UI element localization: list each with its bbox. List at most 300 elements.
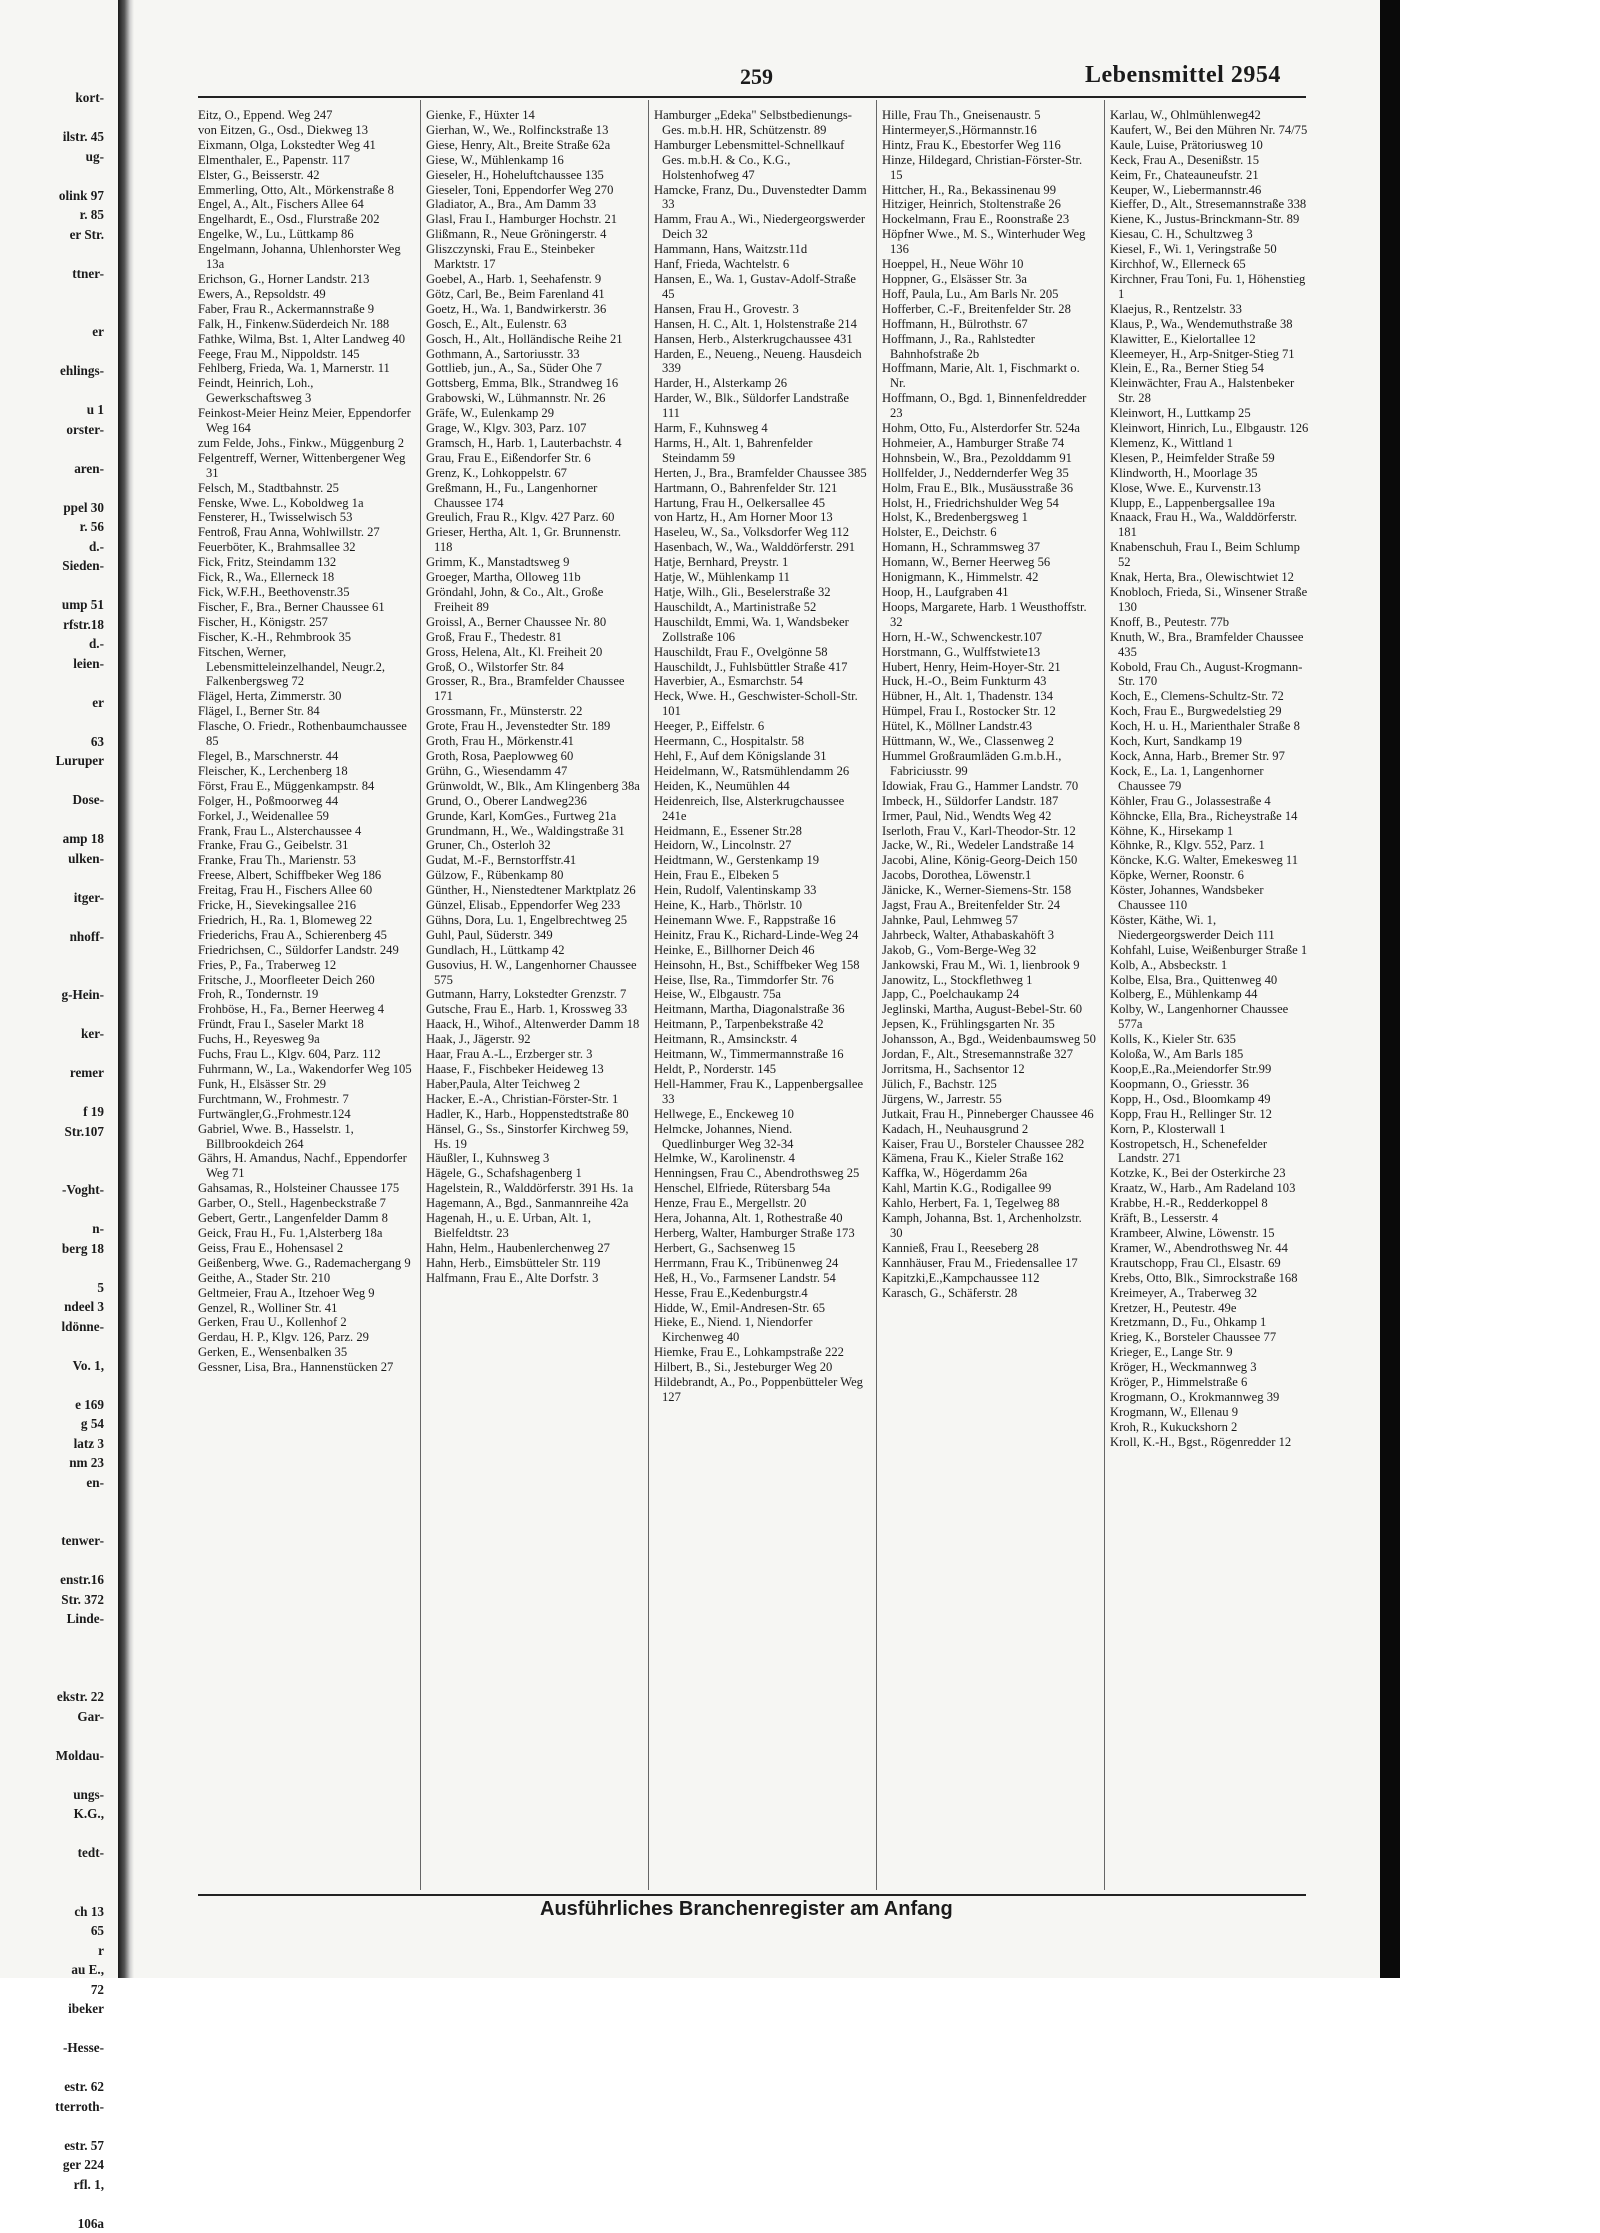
- listing-entry: Karlau, W., Ohlmühlenweg42: [1110, 108, 1310, 123]
- fragment-line: [0, 1336, 104, 1356]
- listing-entry: Felsch, M., Stadtbahnstr. 25: [198, 481, 412, 496]
- listing-entry: Kiesel, F., Wi. 1, Veringstraße 50: [1110, 242, 1310, 257]
- listing-entry: Kolby, W., Langenhorner Chaussee 577a: [1110, 1002, 1310, 1032]
- listing-entry: Hubert, Henry, Heim-Hoyer-Str. 21: [882, 660, 1096, 675]
- fragment-line: ilstr. 45: [0, 127, 104, 147]
- fragment-line: 106a: [0, 2214, 104, 2233]
- listing-entry: Hohmeier, A., Hamburger Straße 74: [882, 436, 1096, 451]
- listing-entry: Hinze, Hildegard, Christian-Förster-Str. 15: [882, 153, 1096, 183]
- listing-entry: Geiss, Frau E., Hohensasel 2: [198, 1241, 412, 1256]
- fragment-line: ungs-: [0, 1785, 104, 1805]
- fragment-line: d.-: [0, 634, 104, 654]
- listing-entry: Henningsen, Frau C., Abendrothsweg 25: [654, 1166, 868, 1181]
- listing-entry: Günzel, Elisab., Eppendorfer Weg 233: [426, 898, 640, 913]
- listing-entry: Hahn, Helm., Haubenlerchenweg 27: [426, 1241, 640, 1256]
- listing-entry: Kock, Anna, Harb., Bremer Str. 97: [1110, 749, 1310, 764]
- listing-entry: Kolls, K., Kieler Str. 635: [1110, 1032, 1310, 1047]
- listing-entry: Hanf, Frieda, Wachtelstr. 6: [654, 257, 868, 272]
- listing-entry: Hänsel, G., Ss., Sinstorfer Kirchweg 59, Hs. 19: [426, 1122, 640, 1152]
- listing-entry: Gutsche, Frau E., Harb. 1, Krossweg 33: [426, 1002, 640, 1017]
- listing-entry: Horstmann, G., Wulffstwiete13: [882, 645, 1096, 660]
- listing-entry: Grenz, K., Lohkoppelstr. 67: [426, 466, 640, 481]
- listing-entry: Kramer, W., Abendrothsweg Nr. 44: [1110, 1241, 1310, 1256]
- listing-entry: Holm, Frau E., Blk., Musäusstraße 36: [882, 481, 1096, 496]
- listing-entry: Feinkost-Meier Heinz Meier, Eppendorfer Weg 164: [198, 406, 412, 436]
- listing-entry: Faber, Frau R., Ackermannstraße 9: [198, 302, 412, 317]
- listing-entry: Kaiser, Frau U., Borsteler Chaussee 282: [882, 1137, 1096, 1152]
- listing-entry: Furchtmann, W., Frohmestr. 7: [198, 1092, 412, 1107]
- listing-entry: Knuth, W., Bra., Bramfelder Chaussee 435: [1110, 630, 1310, 660]
- listing-entry: Hagenah, H., u. E. Urban, Alt. 1, Bielfeldtstr. 23: [426, 1211, 640, 1241]
- listing-entry: Knabenschuh, Frau I., Beim Schlump 52: [1110, 540, 1310, 570]
- fragment-line: [0, 381, 104, 401]
- listing-entry: Krogmann, O., Krokmannweg 39: [1110, 1390, 1310, 1405]
- listing-entry: Homann, W., Berner Heerweg 56: [882, 555, 1096, 570]
- listing-column-5: [1110, 108, 1310, 1450]
- listing-entry: Kapitzki,E.,Kampchaussee 112: [882, 1271, 1096, 1286]
- listing-entry: Johansson, A., Bgd., Weidenbaumsweg 50: [882, 1032, 1096, 1047]
- listing-entry: von Eitzen, G., Osd., Diekweg 13: [198, 123, 412, 138]
- listing-entry: Gosch, E., Alt., Eulenstr. 63: [426, 317, 640, 332]
- fragment-line: amp 18: [0, 829, 104, 849]
- listing-entry: Köster, Käthe, Wi. 1, Niedergeorgswerder Deich 111: [1110, 913, 1310, 943]
- fragment-line: latz 3: [0, 1434, 104, 1454]
- listing-entry: Harden, E., Neueng., Neueng. Hausdeich 339: [654, 347, 868, 377]
- listing-entry: Gerken, E., Wensenbalken 35: [198, 1345, 412, 1360]
- listing-entry: Koopmann, O., Griesstr. 36: [1110, 1077, 1310, 1092]
- listing-entry: Horn, H.-W., Schwenckestr.107: [882, 630, 1096, 645]
- listing-entry: Kiesau, C. H., Schultzweg 3: [1110, 227, 1310, 242]
- listing-entry: Grund, O., Oberer Landweg236: [426, 794, 640, 809]
- listing-entry: Fehlberg, Frieda, Wa. 1, Marnerstr. 11: [198, 361, 412, 376]
- listing-entry: Gieseler, H., Hoheluftchaussee 135: [426, 168, 640, 183]
- listing-entry: Gramsch, H., Harb. 1, Lauterbachstr. 4: [426, 436, 640, 451]
- fragment-line: er Str.: [0, 225, 104, 245]
- listing-entry: Gross, Helena, Alt., Kl. Freiheit 20: [426, 645, 640, 660]
- listing-entry: Haverbier, A., Esmarchstr. 54: [654, 674, 868, 689]
- listing-entry: Krebs, Otto, Blk., Simrockstraße 168: [1110, 1271, 1310, 1286]
- listing-entry: Hümpel, Frau I., Rostocker Str. 12: [882, 704, 1096, 719]
- listing-entry: Fries, P., Fa., Traberweg 12: [198, 958, 412, 973]
- listing-entry: Guhl, Paul, Süderstr. 349: [426, 928, 640, 943]
- column-divider: [648, 100, 649, 1890]
- listing-entry: Groissl, A., Berner Chaussee Nr. 80: [426, 615, 640, 630]
- listing-entry: Hoops, Margarete, Harb. 1 Weusthoffstr. 32: [882, 600, 1096, 630]
- fragment-line: [0, 712, 104, 732]
- fragment-line: [0, 303, 104, 323]
- fragment-line: ug-: [0, 147, 104, 167]
- fragment-line: [0, 1629, 104, 1649]
- listing-entry: Klupp, E., Lappenbergsallee 19a: [1110, 496, 1310, 511]
- listing-entry: Hartung, Frau H., Oelkersallee 45: [654, 496, 868, 511]
- fragment-line: r. 85: [0, 205, 104, 225]
- listing-entry: Fischer, K.-H., Rehmbrook 35: [198, 630, 412, 645]
- listing-entry: Kraatz, W., Harb., Am Radeland 103: [1110, 1181, 1310, 1196]
- fragment-line: [0, 1044, 104, 1064]
- listing-entry: Gährs, H. Amandus, Nachf., Eppendorfer Weg 71: [198, 1151, 412, 1181]
- listing-entry: Hiemke, Frau E., Lohkampstraße 222: [654, 1345, 868, 1360]
- listing-entry: Häußler, I., Kuhnsweg 3: [426, 1151, 640, 1166]
- listing-entry: Knoff, B., Peutestr. 77b: [1110, 615, 1310, 630]
- listing-entry: Knak, Herta, Bra., Olewischtwiet 12: [1110, 570, 1310, 585]
- listing-entry: Heck, Wwe. H., Geschwister-Scholl-Str. 101: [654, 689, 868, 719]
- listing-entry: Fick, Fritz, Steindamm 132: [198, 555, 412, 570]
- listing-entry: Hagemann, A., Bgd., Sanmannreihe 42a: [426, 1196, 640, 1211]
- listing-entry: Heinitz, Frau K., Richard-Linde-Weg 24: [654, 928, 868, 943]
- listing-entry: Hatje, Bernhard, Preystr. 1: [654, 555, 868, 570]
- listing-entry: Hoffmann, Marie, Alt. 1, Fischmarkt o. Nr.: [882, 361, 1096, 391]
- fragment-line: [0, 2194, 104, 2214]
- listing-entry: Harms, H., Alt. 1, Bahrenfelder Steindamm 59: [654, 436, 868, 466]
- listing-entry: Furtwängler,G.,Frohmestr.124: [198, 1107, 412, 1122]
- fragment-line: [0, 1492, 104, 1512]
- listing-entry: Falk, H., Finkenw.Süderdeich Nr. 188: [198, 317, 412, 332]
- listing-entry: Kahl, Martin K.G., Rodigallee 99: [882, 1181, 1096, 1196]
- fragment-line: berg 18: [0, 1239, 104, 1259]
- listing-entry: Fitschen, Werner, Lebensmitteleinzelhandel, Neugr.2, Falkenbergsweg 72: [198, 645, 412, 690]
- listing-entry: Hittcher, H., Ra., Bekassinenau 99: [882, 183, 1096, 198]
- listing-entry: Heinemann Wwe. F., Rappstraße 16: [654, 913, 868, 928]
- listing-entry: Koop,E.,Ra.,Meiendorfer Str.99: [1110, 1062, 1310, 1077]
- listing-entry: Geick, Frau H., Fu. 1,Alsterberg 18a: [198, 1226, 412, 1241]
- listing-entry: Honigmann, K., Himmelstr. 42: [882, 570, 1096, 585]
- listing-entry: Flägel, I., Berner Str. 84: [198, 704, 412, 719]
- fragment-line: g 54: [0, 1414, 104, 1434]
- listing-entry: Klindworth, H., Moorlage 35: [1110, 466, 1310, 481]
- listing-entry: Kopp, H., Osd., Bloomkamp 49: [1110, 1092, 1310, 1107]
- listing-entry: Gröndahl, John, & Co., Alt., Große Freiheit 89: [426, 585, 640, 615]
- listing-entry: Kröger, P., Himmelstraße 6: [1110, 1375, 1310, 1390]
- fragment-line: ttner-: [0, 264, 104, 284]
- listing-entry: Freese, Albert, Schiffbeker Weg 186: [198, 868, 412, 883]
- listing-entry: Jacke, W., Ri., Wedeler Landstraße 14: [882, 838, 1096, 853]
- listing-entry: Herberg, Walter, Hamburger Straße 173: [654, 1226, 868, 1241]
- listing-entry: Köhler, Frau G., Jolassestraße 4: [1110, 794, 1310, 809]
- listing-entry: Franke, Frau Th., Marienstr. 53: [198, 853, 412, 868]
- fragment-line: [0, 1258, 104, 1278]
- listing-entry: Henschel, Elfriede, Rütersbarg 54a: [654, 1181, 868, 1196]
- listing-entry: Jülich, F., Bachstr. 125: [882, 1077, 1096, 1092]
- listing-entry: Hofferber, C.-F., Breitenfelder Str. 28: [882, 302, 1096, 317]
- listing-entry: Krieger, E., Lange Str. 9: [1110, 1345, 1310, 1360]
- listing-entry: Hoop, H., Laufgraben 41: [882, 585, 1096, 600]
- listing-entry: Kolb, A., Absbeckstr. 1: [1110, 958, 1310, 973]
- fragment-line: Str.107: [0, 1122, 104, 1142]
- listing-entry: Gessner, Lisa, Bra., Hannenstücken 27: [198, 1360, 412, 1375]
- listing-entry: Hesse, Frau E.,Kedenburgstr.4: [654, 1286, 868, 1301]
- listing-column-1: [198, 108, 412, 1375]
- listing-entry: Krabbe, H.-R., Redderkoppel 8: [1110, 1196, 1310, 1211]
- fragment-line: [0, 166, 104, 186]
- listing-entry: Hintz, Frau K., Ebestorfer Weg 116: [882, 138, 1096, 153]
- listing-entry: Goetz, H., Wa. 1, Bandwirkerstr. 36: [426, 302, 640, 317]
- listing-entry: Janowitz, L., Stockflethweg 1: [882, 973, 1096, 988]
- listing-entry: Koch, Kurt, Sandkamp 19: [1110, 734, 1310, 749]
- listing-entry: Hammann, Hans, Waitzstr.11d: [654, 242, 868, 257]
- fragment-line: r. 56: [0, 517, 104, 537]
- listing-entry: Hoffmann, O., Bgd. 1, Binnenfeldredder 23: [882, 391, 1096, 421]
- listing-entry: Hoeppel, H., Neue Wöhr 10: [882, 257, 1096, 272]
- listing-entry: Kirchner, Frau Toni, Fu. 1, Höhenstieg 1: [1110, 272, 1310, 302]
- listing-entry: Heidorn, W., Lincolnstr. 27: [654, 838, 868, 853]
- listing-entry: Kräft, B., Lesserstr. 4: [1110, 1211, 1310, 1226]
- fragment-line: [0, 907, 104, 927]
- listing-entry: Heise, W., Elbgaustr. 75a: [654, 987, 868, 1002]
- header-rule: [198, 96, 1306, 98]
- fragment-line: [0, 673, 104, 693]
- listing-entry: Jorritsma, H., Sachsentor 12: [882, 1062, 1096, 1077]
- listing-entry: Grundmann, H., We., Waldingstraße 31: [426, 824, 640, 839]
- fragment-line: tenwer-: [0, 1531, 104, 1551]
- listing-entry: Hauschildt, Emmi, Wa. 1, Wandsbeker Zollstraße 106: [654, 615, 868, 645]
- listing-entry: Krautschopp, Frau Cl., Elsastr. 69: [1110, 1256, 1310, 1271]
- listing-entry: Gülzow, F., Rübenkamp 80: [426, 868, 640, 883]
- listing-entry: Fricke, H., Sievekingsallee 216: [198, 898, 412, 913]
- listing-entry: Gahsamas, R., Holsteiner Chaussee 175: [198, 1181, 412, 1196]
- fragment-line: kort-: [0, 88, 104, 108]
- listing-entry: Köhne, K., Hirsekamp 1: [1110, 824, 1310, 839]
- listing-entry: Fründt, Frau I., Saseler Markt 18: [198, 1017, 412, 1032]
- listing-entry: Haack, H., Wihof., Altenwerder Damm 18: [426, 1017, 640, 1032]
- listing-entry: Köncke, K.G. Walter, Emekesweg 11: [1110, 853, 1310, 868]
- listing-entry: Günther, H., Nienstedtener Marktplatz 26: [426, 883, 640, 898]
- listing-entry: Kretzer, H., Peutestr. 49e: [1110, 1301, 1310, 1316]
- listing-entry: Kahlo, Herbert, Fa. 1, Tegelweg 88: [882, 1196, 1096, 1211]
- listing-entry: Gundlach, H., Lüttkamp 42: [426, 943, 640, 958]
- listing-entry: Heidmann, E., Essener Str.28: [654, 824, 868, 839]
- listing-entry: Hohnsbein, W., Bra., Pezolddamm 91: [882, 451, 1096, 466]
- fragment-line: leien-: [0, 654, 104, 674]
- fragment-line: [0, 1648, 104, 1668]
- listing-entry: Heine, K., Harb., Thörlstr. 10: [654, 898, 868, 913]
- listing-entry: Glasl, Frau I., Hamburger Hochstr. 21: [426, 212, 640, 227]
- fragment-line: [0, 1765, 104, 1785]
- fragment-line: f 19: [0, 1102, 104, 1122]
- listing-entry: Hüttmann, W., We., Classenweg 2: [882, 734, 1096, 749]
- listing-entry: Klaejus, R., Rentzelstr. 33: [1110, 302, 1310, 317]
- listing-entry: Gudat, M.-F., Bernstorffstr.41: [426, 853, 640, 868]
- fragment-line: enstr.16: [0, 1570, 104, 1590]
- listing-entry: Giese, W., Mühlenkamp 16: [426, 153, 640, 168]
- listing-entry: Japp, C., Poelchaukamp 24: [882, 987, 1096, 1002]
- listing-entry: Hockelmann, Frau E., Roonstraße 23: [882, 212, 1096, 227]
- listing-entry: Jahrbeck, Walter, Athabaskahöft 3: [882, 928, 1096, 943]
- listing-entry: Kroll, K.-H., Bgst., Rögenredder 12: [1110, 1435, 1310, 1450]
- listing-entry: Groth, Rosa, Paeplowweg 60: [426, 749, 640, 764]
- listing-entry: Flegel, B., Marschnerstr. 44: [198, 749, 412, 764]
- listing-entry: Kleinwort, Hinrich, Lu., Elbgaustr. 126: [1110, 421, 1310, 436]
- listing-entry: Fischer, F., Bra., Berner Chaussee 61: [198, 600, 412, 615]
- fragment-line: r: [0, 1941, 104, 1961]
- fragment-line: 72: [0, 1980, 104, 2000]
- listing-entry: Klawitter, E., Kielortallee 12: [1110, 332, 1310, 347]
- listing-entry: Klesen, P., Heimfelder Straße 59: [1110, 451, 1310, 466]
- listing-entry: Hauschildt, Frau F., Ovelgönne 58: [654, 645, 868, 660]
- listing-entry: Hildebrandt, A., Po., Poppenbütteler Weg 127: [654, 1375, 868, 1405]
- listing-entry: Hell-Hammer, Frau K., Lappenbergsallee 33: [654, 1077, 868, 1107]
- fragment-line: [0, 244, 104, 264]
- fragment-line: Sieden-: [0, 556, 104, 576]
- listing-entry: Heidelmann, W., Ratsmühlendamm 26: [654, 764, 868, 779]
- fragment-line: Str. 372: [0, 1590, 104, 1610]
- listing-entry: Köster, Johannes, Wandsbeker Chaussee 110: [1110, 883, 1310, 913]
- listing-entry: Erichson, G., Horner Landstr. 213: [198, 272, 412, 287]
- listing-entry: Giese, Henry, Alt., Breite Straße 62a: [426, 138, 640, 153]
- listing-entry: Elmenthaler, E., Papenstr. 117: [198, 153, 412, 168]
- column-divider: [420, 100, 421, 1890]
- listing-entry: Jürgens, W., Jarrestr. 55: [882, 1092, 1096, 1107]
- listing-entry: Kaufert, W., Bei den Mühren Nr. 74/75: [1110, 123, 1310, 138]
- listing-entry: Koch, E., Clemens-Schultz-Str. 72: [1110, 689, 1310, 704]
- listing-entry: Friederichs, Frau A., Schierenberg 45: [198, 928, 412, 943]
- fragment-line: [0, 2116, 104, 2136]
- listing-entry: Gebert, Gertr., Langenfelder Damm 8: [198, 1211, 412, 1226]
- fragment-line: [0, 576, 104, 596]
- listing-entry: Keim, Fr., Chateauneufstr. 21: [1110, 168, 1310, 183]
- listing-entry: Jutkait, Frau H., Pinneberger Chaussee 46: [882, 1107, 1096, 1122]
- listing-entry: Gühns, Dora, Lu. 1, Engelbrechtweg 25: [426, 913, 640, 928]
- fragment-line: ppel 30: [0, 498, 104, 518]
- column-divider: [876, 100, 877, 1890]
- listing-entry: Garber, O., Stell., Hagenbeckstraße 7: [198, 1196, 412, 1211]
- listing-entry: Flasche, O. Friedr., Rothenbaumchaussee 85: [198, 719, 412, 749]
- fragment-line: rfl. 1,: [0, 2175, 104, 2195]
- listing-entry: Kohfahl, Luise, Weißenburger Straße 1: [1110, 943, 1310, 958]
- listing-entry: Krieg, K., Borsteler Chaussee 77: [1110, 1330, 1310, 1345]
- listing-entry: Hansen, Frau H., Grovestr. 3: [654, 302, 868, 317]
- listing-entry: Fenske, Wwe. L., Koboldweg 1a: [198, 496, 412, 511]
- listing-entry: Grosser, R., Bra., Bramfelder Chaussee 171: [426, 674, 640, 704]
- listing-entry: Kaule, Luise, Prätoriusweg 10: [1110, 138, 1310, 153]
- fragment-line: Luruper: [0, 751, 104, 771]
- fragment-line: Gar-: [0, 1707, 104, 1727]
- listing-entry: Jeglinski, Martha, August-Bebel-Str. 60: [882, 1002, 1096, 1017]
- listing-entry: Heldt, P., Norderstr. 145: [654, 1062, 868, 1077]
- fragment-line: n-: [0, 1219, 104, 1239]
- listing-entry: Haseleu, W., Sa., Volksdorfer Weg 112: [654, 525, 868, 540]
- listing-entry: Gabriel, Wwe. B., Hasselstr. 1, Billbrookdeich 264: [198, 1122, 412, 1152]
- fragment-line: [0, 2058, 104, 2078]
- listing-entry: Kröger, H., Weckmannweg 3: [1110, 1360, 1310, 1375]
- fragment-line: [0, 2019, 104, 2039]
- fragment-line: er: [0, 322, 104, 342]
- listing-entry: Friedrichsen, C., Süldorfer Landstr. 249: [198, 943, 412, 958]
- listing-entry: Heeger, P., Eiffelstr. 6: [654, 719, 868, 734]
- listing-entry: Grau, Frau E., Eißendorfer Str. 6: [426, 451, 640, 466]
- fragment-line: d.-: [0, 537, 104, 557]
- fragment-line: itger-: [0, 888, 104, 908]
- listing-entry: Gräfe, W., Eulenkamp 29: [426, 406, 640, 421]
- listing-entry: Fuhrmann, W., La., Wakendorfer Weg 105: [198, 1062, 412, 1077]
- listing-entry: Kolbe, Elsa, Bra., Quittenweg 40: [1110, 973, 1310, 988]
- listing-entry: Heiden, K., Neumühlen 44: [654, 779, 868, 794]
- fragment-line: tedt-: [0, 1843, 104, 1863]
- fragment-line: [0, 1824, 104, 1844]
- listing-entry: Feuerböter, K., Brahmsallee 32: [198, 540, 412, 555]
- listing-entry: Hübner, H., Alt. 1, Thadenstr. 134: [882, 689, 1096, 704]
- binding-fold: [118, 0, 134, 1978]
- listing-entry: Haak, J., Jägerstr. 92: [426, 1032, 640, 1047]
- listing-entry: Gienke, F., Hüxter 14: [426, 108, 640, 123]
- listing-column-3: [654, 108, 868, 1405]
- listing-entry: Götz, Carl, Be., Beim Farenland 41: [426, 287, 640, 302]
- listing-entry: Fuchs, Frau L., Klgv. 604, Parz. 112: [198, 1047, 412, 1062]
- listing-entry: Emmerling, Otto, Alt., Mörkenstraße 8: [198, 183, 412, 198]
- listing-entry: zum Felde, Johs., Finkw., Müggenburg 2: [198, 436, 412, 451]
- listing-entry: Fleischer, K., Lerchenberg 18: [198, 764, 412, 779]
- listing-entry: Gruner, Ch., Osterloh 32: [426, 838, 640, 853]
- listing-entry: Kock, E., La. 1, Langenhorner Chaussee 79: [1110, 764, 1310, 794]
- listing-entry: Froh, R., Tondernstr. 19: [198, 987, 412, 1002]
- fragment-line: K.G.,: [0, 1804, 104, 1824]
- listing-entry: Gladiator, A., Bra., Am Damm 33: [426, 197, 640, 212]
- listing-entry: Klose, Wwe. E., Kurvenstr.13: [1110, 481, 1310, 496]
- page-number: 259: [740, 64, 773, 90]
- fragment-line: aren-: [0, 459, 104, 479]
- listing-entry: Hintermeyer,S.,Hörmannstr.16: [882, 123, 1096, 138]
- listing-entry: Hamburger Lebensmittel-Schnellkauf Ges. m.b.H. & Co., K.G., Holstenhofweg 47: [654, 138, 868, 183]
- fragment-line: [0, 1551, 104, 1571]
- listing-entry: Hartmann, O., Bahrenfelder Str. 121: [654, 481, 868, 496]
- listing-entry: Köpke, Werner, Roonstr. 6: [1110, 868, 1310, 883]
- listing-entry: Feege, Frau M., Nippoldstr. 145: [198, 347, 412, 362]
- listing-entry: Knobloch, Frieda, Si., Winsener Straße 130: [1110, 585, 1310, 615]
- fragment-line: ldönne-: [0, 1317, 104, 1337]
- fragment-line: [0, 1200, 104, 1220]
- listing-entry: Heidtmann, W., Gerstenkamp 19: [654, 853, 868, 868]
- fragment-line: [0, 108, 104, 128]
- listing-entry: Gliszczynski, Frau E., Steinbeker Marktstr. 17: [426, 242, 640, 272]
- listing-entry: Hauschildt, A., Martinistraße 52: [654, 600, 868, 615]
- listing-entry: Kleemeyer, H., Arp-Snitger-Stieg 71: [1110, 347, 1310, 362]
- page-footer: Ausführliches Branchenregister am Anfang: [540, 1898, 953, 1921]
- listing-entry: Hellwege, E., Enckeweg 10: [654, 1107, 868, 1122]
- listing-entry: Kotzke, K., Bei der Osterkirche 23: [1110, 1166, 1310, 1181]
- listing-entry: Holst, H., Friedrichshulder Weg 54: [882, 496, 1096, 511]
- listing-entry: Hatje, W., Mühlenkamp 11: [654, 570, 868, 585]
- listing-entry: Gerdau, H. P., Klgv. 126, Parz. 29: [198, 1330, 412, 1345]
- listing-entry: Gerken, Frau U., Kollenhof 2: [198, 1315, 412, 1330]
- fragment-line: nhoff-: [0, 927, 104, 947]
- listing-entry: Keuper, W., Liebermannstr.46: [1110, 183, 1310, 198]
- listing-entry: Heitmann, W., Timmermannstraße 16: [654, 1047, 868, 1062]
- fragment-line: Vo. 1,: [0, 1356, 104, 1376]
- listing-entry: Herten, J., Bra., Bramfelder Chaussee 385: [654, 466, 868, 481]
- fragment-line: [0, 1161, 104, 1181]
- listing-entry: Hamcke, Franz, Du., Duvenstedter Damm 33: [654, 183, 868, 213]
- column-divider: [1104, 100, 1105, 1890]
- listing-entry: Goebel, A., Harb. 1, Seehafenstr. 9: [426, 272, 640, 287]
- listing-entry: Hamm, Frau A., Wi., Niedergeorgswerder Deich 32: [654, 212, 868, 242]
- listing-entry: Greßmann, H., Fu., Langenhorner Chaussee 174: [426, 481, 640, 511]
- fragment-line: ker-: [0, 1024, 104, 1044]
- listing-entry: Heinsohn, H., Bst., Schiffbeker Weg 158: [654, 958, 868, 973]
- listing-entry: Haar, Frau A.-L., Erzberger str. 3: [426, 1047, 640, 1062]
- listing-entry: Groth, Frau H., Mörkenstr.41: [426, 734, 640, 749]
- listing-entry: Hansen, H. C., Alt. 1, Holstenstraße 214: [654, 317, 868, 332]
- listing-entry: Grossmann, Fr., Münsterstr. 22: [426, 704, 640, 719]
- listing-entry: Elster, G., Beisserstr. 42: [198, 168, 412, 183]
- fragment-line: nm 23: [0, 1453, 104, 1473]
- listing-entry: Geithe, A., Stader Str. 210: [198, 1271, 412, 1286]
- fragment-line: [0, 342, 104, 362]
- listing-entry: Groß, Frau F., Thedestr. 81: [426, 630, 640, 645]
- listing-entry: Klemenz, K., Wittland 1: [1110, 436, 1310, 451]
- listing-entry: Frank, Frau L., Alsterchaussee 4: [198, 824, 412, 839]
- listing-entry: Herbert, G., Sachsenweg 15: [654, 1241, 868, 1256]
- listing-entry: Jahnke, Paul, Lehmweg 57: [882, 913, 1096, 928]
- fragment-line: orster-: [0, 420, 104, 440]
